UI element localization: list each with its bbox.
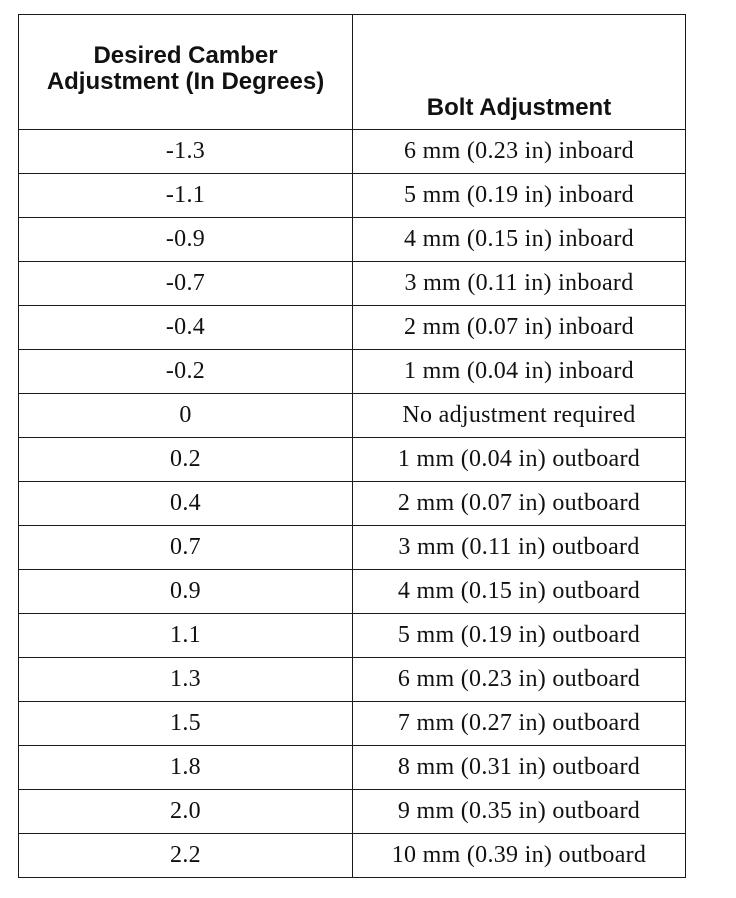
table-row — [19, 658, 686, 702]
bolt-adjustment-cell: 8 mm (0.31 in) outboard — [353, 746, 686, 790]
table-header — [19, 15, 686, 130]
camber-value-cell: -0.9 — [19, 218, 353, 262]
camber-value-cell: 1.3 — [19, 658, 353, 702]
table-row — [19, 702, 686, 746]
table-row — [19, 482, 686, 526]
table-row — [19, 394, 686, 438]
bolt-adjustment-cell: 6 mm (0.23 in) inboard — [353, 130, 686, 174]
camber-value-cell: -0.7 — [19, 262, 353, 306]
bolt-adjustment-cell: 3 mm (0.11 in) inboard — [353, 262, 686, 306]
bolt-adjustment-cell: 2 mm (0.07 in) outboard — [353, 482, 686, 526]
column-header-bolt-adjustment: Bolt Adjustment — [353, 15, 686, 130]
table-row — [19, 438, 686, 482]
table-row — [19, 306, 686, 350]
table-row — [19, 262, 686, 306]
bolt-adjustment-cell: 3 mm (0.11 in) outboard — [353, 526, 686, 570]
camber-value-cell: 2.2 — [19, 834, 353, 878]
table-row — [19, 350, 686, 394]
table-row — [19, 834, 686, 878]
column-header-desired-camber: Desired Camber Adjustment (In Degrees) — [19, 15, 353, 130]
camber-value-cell: 2.0 — [19, 790, 353, 834]
camber-value-cell: -1.1 — [19, 174, 353, 218]
camber-value-cell: 0 — [19, 394, 353, 438]
bolt-adjustment-cell: 6 mm (0.23 in) outboard — [353, 658, 686, 702]
table-row — [19, 790, 686, 834]
camber-adjustment-table — [18, 14, 686, 878]
camber-value-cell: 1.1 — [19, 614, 353, 658]
bolt-adjustment-cell: 5 mm (0.19 in) outboard — [353, 614, 686, 658]
camber-value-cell: 0.4 — [19, 482, 353, 526]
camber-value-cell: 0.7 — [19, 526, 353, 570]
table-row — [19, 614, 686, 658]
table-row — [19, 218, 686, 262]
table-row — [19, 174, 686, 218]
bolt-adjustment-cell: 2 mm (0.07 in) inboard — [353, 306, 686, 350]
camber-value-cell: 0.2 — [19, 438, 353, 482]
table-row — [19, 130, 686, 174]
table-body — [19, 130, 686, 878]
bolt-adjustment-cell: 5 mm (0.19 in) inboard — [353, 174, 686, 218]
camber-value-cell: -0.4 — [19, 306, 353, 350]
table-row — [19, 526, 686, 570]
table-row — [19, 746, 686, 790]
camber-value-cell: -0.2 — [19, 350, 353, 394]
header-row — [19, 15, 686, 130]
bolt-adjustment-cell: 4 mm (0.15 in) outboard — [353, 570, 686, 614]
bolt-adjustment-cell: 4 mm (0.15 in) inboard — [353, 218, 686, 262]
bolt-adjustment-cell: No adjustment required — [353, 394, 686, 438]
camber-adjustment-table-container — [18, 14, 685, 878]
bolt-adjustment-cell: 1 mm (0.04 in) inboard — [353, 350, 686, 394]
camber-value-cell: 0.9 — [19, 570, 353, 614]
camber-value-cell: 1.8 — [19, 746, 353, 790]
bolt-adjustment-cell: 7 mm (0.27 in) outboard — [353, 702, 686, 746]
bolt-adjustment-cell: 9 mm (0.35 in) outboard — [353, 790, 686, 834]
bolt-adjustment-cell: 10 mm (0.39 in) outboard — [353, 834, 686, 878]
camber-value-cell: -1.3 — [19, 130, 353, 174]
table-row — [19, 570, 686, 614]
camber-value-cell: 1.5 — [19, 702, 353, 746]
bolt-adjustment-cell: 1 mm (0.04 in) outboard — [353, 438, 686, 482]
